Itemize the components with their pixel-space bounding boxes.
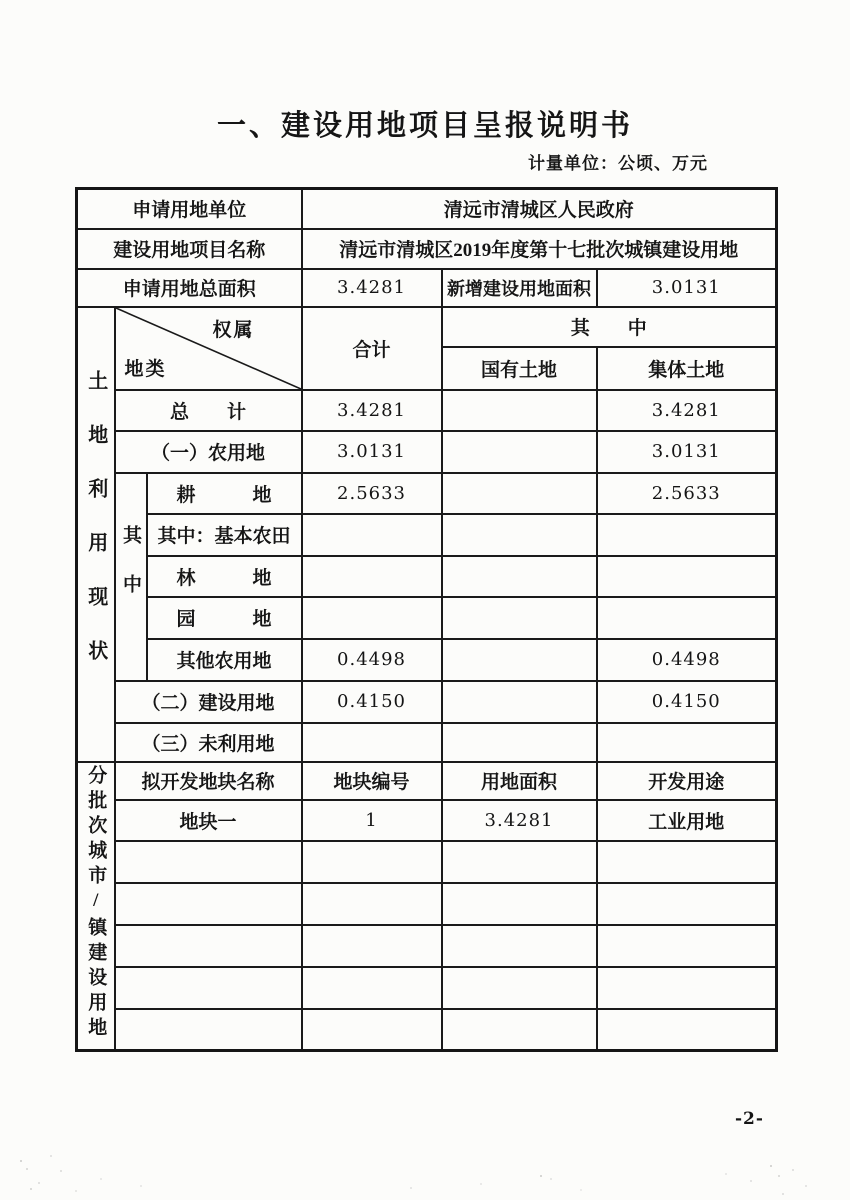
cell-collective [597,597,777,639]
parcel-row [77,883,777,925]
parcel-area: 3.4281 [442,800,597,841]
row-project-name [77,229,777,269]
col-header-among: 其 中 [442,307,777,347]
parcel-row [77,841,777,883]
land-use-header-row-1 [77,307,777,347]
cell-collective: 0.4150 [597,681,777,723]
scan-speckle [540,1175,542,1177]
col-header-parcel-use: 开发用途 [597,762,777,800]
cell-total: 0.4498 [302,639,442,681]
cell-state [442,597,597,639]
cell-collective [597,514,777,556]
table-row-construction [77,681,777,723]
parcel-no: 1 [302,800,442,841]
table-row-garden [77,597,777,639]
parcel-area [442,841,597,883]
row-label: 其他农用地 [147,639,302,681]
cell-state [442,723,597,762]
cell-state [442,473,597,514]
land-form-table [75,187,778,1052]
page-title: 一、建设用地项目呈报说明书 [216,110,633,142]
table-row-grand-total [77,390,777,431]
cell-total: 3.4281 [302,390,442,431]
table-row-cultivated [77,473,777,514]
row-label: 其中：基本农田 [147,514,302,556]
parcel-use [597,925,777,967]
parcel-use: 工业用地 [597,800,777,841]
parcel-row [77,967,777,1009]
parcel-area [442,883,597,925]
page-number: -2- [735,1109,764,1129]
row-label: 总 计 [115,390,302,431]
parcel-name [115,1009,302,1051]
col-header-state-land: 国有土地 [442,347,597,390]
cell-state [442,514,597,556]
parcel-no [302,925,442,967]
row-label: （二）建设用地 [115,681,302,723]
parcel-name [115,883,302,925]
cell-total [302,597,442,639]
cell-total: 2.5633 [302,473,442,514]
cell-collective: 0.4498 [597,639,777,681]
total-area-value: 3.4281 [302,269,442,307]
cell-state [442,556,597,597]
corner-label-ownership: 权属 [212,319,255,341]
parcel-use [597,1009,777,1051]
new-area-label: 新增建设用地面积 [442,269,597,307]
cell-collective: 3.4281 [597,390,777,431]
corner-cell [115,307,302,390]
cell-total [302,723,442,762]
parcel-no [302,841,442,883]
table-row-forest [77,556,777,597]
parcel-area [442,1009,597,1051]
unit-note: 计量单位：公顷、万元 [528,154,708,173]
col-header-collective-land: 集体土地 [597,347,777,390]
col-header-total: 合计 [302,307,442,390]
row-label: （三）未利用地 [115,723,302,762]
parcel-no [302,883,442,925]
parcel-name: 地块一 [115,800,302,841]
row-label: 耕 地 [147,473,302,514]
applicant-value: 清远市清城区人民政府 [302,189,777,229]
parcel-name [115,841,302,883]
parcel-use [597,967,777,1009]
cell-state [442,639,597,681]
parcel-no [302,1009,442,1051]
parcel-row [77,925,777,967]
parcel-use [597,841,777,883]
cell-total [302,556,442,597]
new-area-value: 3.0131 [597,269,777,307]
cell-total: 3.0131 [302,431,442,473]
section-label-land-use: 土地利用现状 [77,307,115,762]
col-header-parcel-name: 拟开发地块名称 [115,762,302,800]
cell-total [302,514,442,556]
project-label: 建设用地项目名称 [77,229,302,269]
table-row-basic-farmland [77,514,777,556]
cell-collective: 3.0131 [597,431,777,473]
row-total-area [77,269,777,307]
row-label: 园 地 [147,597,302,639]
section-label-parcels: 分批次城市/镇建设用地 [77,762,115,1051]
parcel-no [302,967,442,1009]
parcel-area [442,967,597,1009]
parcel-row [77,800,777,841]
scan-speckle [20,1160,22,1162]
parcel-name [115,967,302,1009]
total-area-label: 申请用地总面积 [77,269,302,307]
col-header-parcel-no: 地块编号 [302,762,442,800]
col-header-parcel-area: 用地面积 [442,762,597,800]
parcel-name [115,925,302,967]
row-label: 林 地 [147,556,302,597]
parcel-area [442,925,597,967]
project-value: 清远市清城区2019年度第十七批次城镇建设用地 [302,229,777,269]
parcel-use [597,883,777,925]
row-label: （一）农用地 [115,431,302,473]
cell-state [442,681,597,723]
nested-among-label: 其中 [115,473,147,681]
row-applicant [77,189,777,229]
cell-state [442,431,597,473]
cell-state [442,390,597,431]
cell-collective [597,723,777,762]
parcel-row [77,1009,777,1051]
cell-total: 0.4150 [302,681,442,723]
applicant-label: 申请用地单位 [77,189,302,229]
table-row-agricultural [77,431,777,473]
cell-collective: 2.5633 [597,473,777,514]
corner-label-land-type: 地类 [124,358,167,380]
parcels-header-row [77,762,777,800]
table-row-unused [77,723,777,762]
scan-speckle [770,1165,772,1167]
cell-collective [597,556,777,597]
table-row-other-agricultural [77,639,777,681]
